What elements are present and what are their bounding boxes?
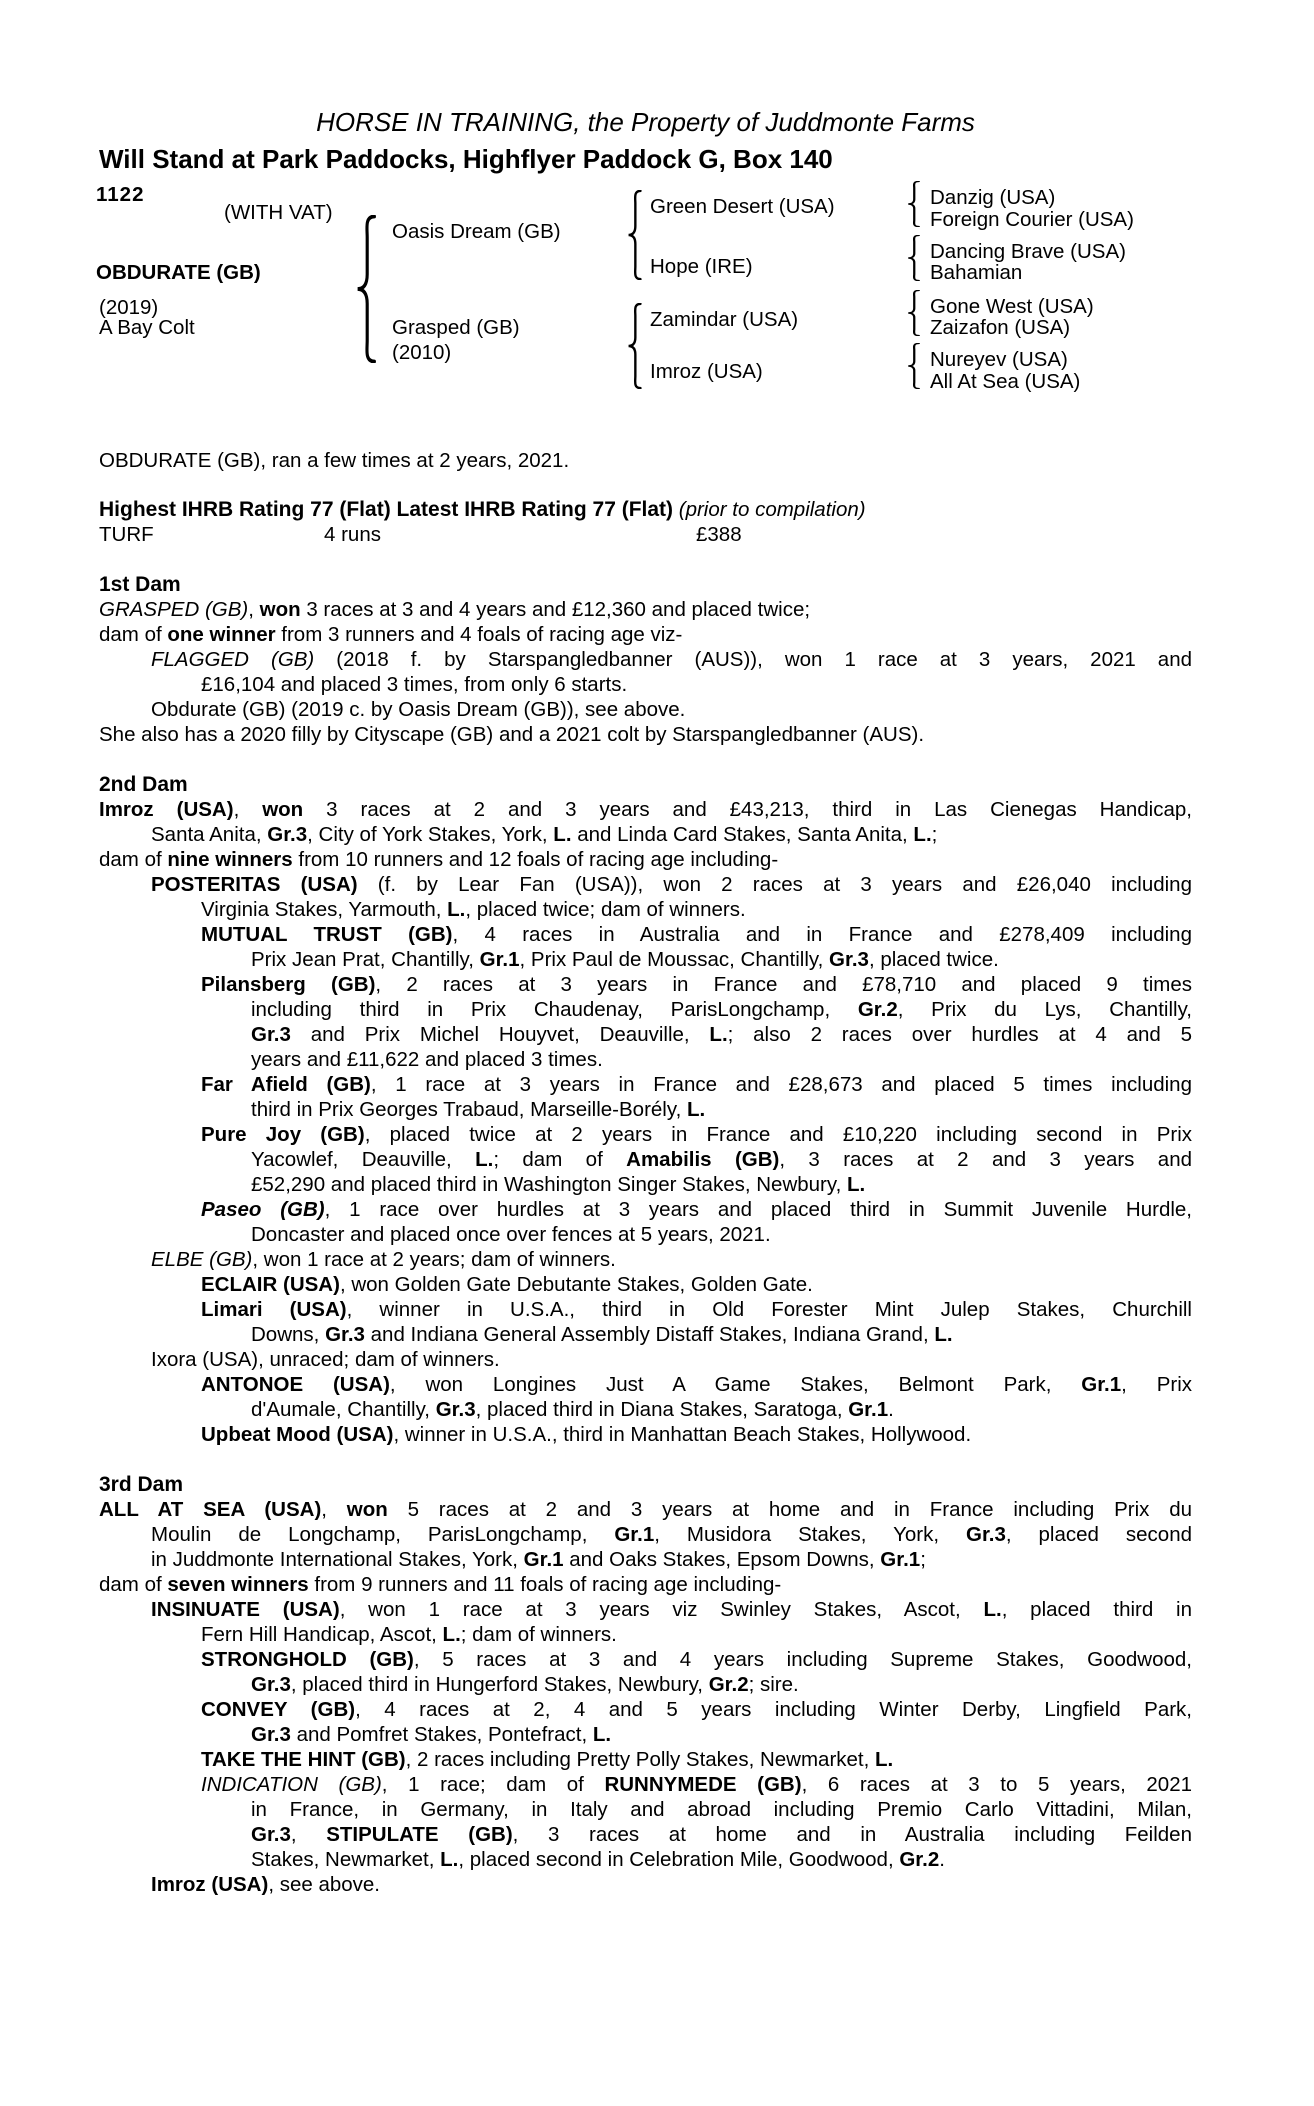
rating-runs: 4 runs [324, 523, 381, 546]
catalog-line: Santa Anita, Gr.3, City of York Stakes, York, L. and Linda Card Stakes, Santa Anita, L.; [151, 823, 938, 846]
rating-surface: TURF [99, 523, 154, 546]
pedigree-gg-danzig: Danzig (USA) [930, 186, 1056, 209]
pedigree-brace-gen1 [354, 215, 378, 363]
catalog-line: Ixora (USA), unraced; dam of winners. [151, 1348, 500, 1371]
rating-headline-bold: Highest IHRB Rating 77 (Flat) Latest IHRB Rating 77 (Flat) [99, 498, 674, 521]
pedigree-brace-gg2 [906, 235, 921, 281]
pedigree-brace-sire [626, 190, 643, 280]
catalog-line: in Juddmonte International Stakes, York, Gr.1 and Oaks Stakes, Epsom Downs, Gr.1; [151, 1548, 926, 1571]
catalog-line: Imroz (USA), won 3 races at 2 and 3 years and £43,213, third in Las Cienegas Handicap, [99, 798, 1192, 821]
catalog-line: Gr.3 and Pomfret Stakes, Pontefract, L. [251, 1723, 612, 1746]
horse-description: A Bay Colt [99, 316, 195, 339]
catalog-line: POSTERITAS (USA) (f. by Lear Fan (USA)), won 2 races at 3 years and £26,040 including [151, 873, 1192, 896]
catalog-line: INSINUATE (USA), won 1 race at 3 years viz Swinley Stakes, Ascot, L., placed third in [151, 1598, 1192, 1621]
catalog-line: GRASPED (GB), won 3 races at 3 and 4 years and £12,360 and placed twice; [99, 598, 811, 621]
pedigree-dam-year: (2010) [392, 341, 452, 364]
pedigree-gg-gone-west: Gone West (USA) [930, 295, 1094, 318]
pedigree-table [0, 180, 1314, 440]
catalog-line: TAKE THE HINT (GB), 2 races including Pretty Polly Stakes, Newmarket, L. [201, 1748, 894, 1771]
dam-section [0, 772, 1314, 1447]
pedigree-brace-gg1 [906, 181, 921, 227]
pedigree-brace-gg3 [906, 290, 921, 336]
pedigree-brace-dam [626, 303, 643, 389]
pedigree-brace-gg4 [906, 343, 921, 389]
rating-headline-italic: (prior to compilation) [678, 498, 866, 521]
catalog-line: Downs, Gr.3 and Indiana General Assembly Distaff Stakes, Indiana Grand, L. [251, 1323, 953, 1346]
lot-number: 1122 [96, 183, 145, 206]
catalog-line: ECLAIR (USA), won Golden Gate Debutante Stakes, Golden Gate. [201, 1273, 813, 1296]
catalog-line: Far Afield (GB), 1 race at 3 years in France and £28,673 and placed 5 times including [201, 1073, 1192, 1096]
catalog-line: ELBE (GB), won 1 race at 2 years; dam of winners. [151, 1248, 616, 1271]
catalog-line: third in Prix Georges Trabaud, Marseille-Borély, L. [251, 1098, 706, 1121]
catalog-line: INDICATION (GB), 1 race; dam of RUNNYMEDE (GB), 6 races at 3 to 5 years, 2021 [201, 1773, 1192, 1796]
pedigree-dam: Grasped (GB) [392, 316, 520, 339]
catalog-line: in France, in Germany, in Italy and abroad including Premio Carlo Vittadini, Milan, [251, 1798, 1192, 1821]
race-record-line: OBDURATE (GB), ran a few times at 2 years, 2021. [99, 449, 570, 472]
catalog-line: ANTONOE (USA), won Longines Just A Game Stakes, Belmont Park, Gr.1, Prix [201, 1373, 1192, 1396]
catalog-line: ALL AT SEA (USA), won 5 races at 2 and 3 years at home and in France including Prix du [99, 1498, 1193, 1521]
rating-headline [99, 497, 1192, 522]
catalog-line: MUTUAL TRUST (GB), 4 races in Australia and in France and £278,409 including [201, 923, 1192, 946]
catalog-line: Imroz (USA), see above. [151, 1873, 381, 1896]
catalog-line: Stakes, Newmarket, L., placed second in Celebration Mile, Goodwood, Gr.2. [251, 1848, 945, 1871]
catalog-line: £52,290 and placed third in Washington Singer Stakes, Newbury, L. [251, 1173, 866, 1196]
catalog-line: STRONGHOLD (GB), 5 races at 3 and 4 years including Supreme Stakes, Goodwood, [201, 1648, 1192, 1671]
pedigree-gg-nureyev: Nureyev (USA) [930, 348, 1068, 371]
catalogue-page [0, 106, 1314, 2106]
pedigree-gg-bahamian: Bahamian [930, 261, 1023, 284]
dam-heading: 3rd Dam [99, 1473, 184, 1496]
rating-earnings: £388 [696, 523, 742, 546]
catalog-line: Yacowlef, Deauville, L.; dam of Amabilis (GB), 3 races at 2 and 3 years and [251, 1148, 1192, 1171]
dam-sections [0, 572, 1314, 1897]
catalog-line: Doncaster and placed once over fences at 5 years, 2021. [251, 1223, 771, 1246]
catalog-line: including third in Prix Chaudenay, ParisLongchamp, Gr.2, Prix du Lys, Chantilly, [251, 998, 1192, 1021]
pedigree-gg-dancing-brave: Dancing Brave (USA) [930, 240, 1126, 263]
horse-name: OBDURATE (GB) [96, 261, 261, 284]
rating-detail-row [99, 522, 1192, 547]
catalog-line: Gr.3 and Prix Michel Houyvet, Deauville, L.; also 2 races over hurdles at 4 and 5 [251, 1023, 1192, 1046]
rating-block [99, 497, 1192, 547]
pedigree-dam-dam: Imroz (USA) [650, 360, 763, 383]
catalog-line: Pure Joy (GB), placed twice at 2 years in France and £10,220 including second in Prix [201, 1123, 1193, 1146]
pedigree-sire-sire: Green Desert (USA) [650, 195, 835, 218]
catalog-line: dam of seven winners from 9 runners and 11 foals of racing age including- [99, 1573, 782, 1596]
pedigree-gg-zaizafon: Zaizafon (USA) [930, 316, 1071, 339]
pedigree-gg-all-at-sea: All At Sea (USA) [930, 370, 1081, 393]
catalog-line: Gr.3, placed third in Hungerford Stakes, Newbury, Gr.2; sire. [251, 1673, 799, 1696]
catalog-line: Fern Hill Handicap, Ascot, L.; dam of winners. [201, 1623, 617, 1646]
dam-section [0, 572, 1314, 747]
pedigree-gg-foreign-courier: Foreign Courier (USA) [930, 208, 1134, 231]
catalog-line: FLAGGED (GB) (2018 f. by Starspangledbanner (AUS)), won 1 race at 3 years, 2021 and [151, 648, 1193, 671]
catalog-line: Gr.3, STIPULATE (GB), 3 races at home and in Australia including Feilden [251, 1823, 1192, 1846]
catalog-line: Paseo (GB), 1 race over hurdles at 3 years and placed third in Summit Juvenile Hurdle, [201, 1198, 1192, 1221]
stand-location-line: Will Stand at Park Paddocks, Highflyer Paddock G, Box 140 [99, 144, 833, 174]
catalog-line: She also has a 2020 filly by Cityscape (GB) and a 2021 colt by Starspangledbanner (AUS). [99, 723, 925, 746]
vat-note: (WITH VAT) [224, 201, 333, 224]
catalog-line: Obdurate (GB) (2019 c. by Oasis Dream (GB)), see above. [151, 698, 686, 721]
catalog-line: dam of one winner from 3 runners and 4 foals of racing age viz- [99, 623, 683, 646]
catalog-line: d'Aumale, Chantilly, Gr.3, placed third in Diana Stakes, Saratoga, Gr.1. [251, 1398, 894, 1421]
catalog-line: dam of nine winners from 10 runners and 12 foals of racing age including- [99, 848, 779, 871]
page-title: HORSE IN TRAINING, the Property of Juddmonte Farms [316, 107, 975, 137]
horse-foaled-year: (2019) [99, 296, 159, 319]
catalog-line: Virginia Stakes, Yarmouth, L., placed twice; dam of winners. [201, 898, 746, 921]
dam-section [0, 1472, 1314, 1897]
pedigree-dam-sire: Zamindar (USA) [650, 308, 799, 331]
catalog-line: Upbeat Mood (USA), winner in U.S.A., third in Manhattan Beach Stakes, Hollywood. [201, 1423, 972, 1446]
pedigree-sire: Oasis Dream (GB) [392, 220, 561, 243]
catalog-line: Limari (USA), winner in U.S.A., third in Old Forester Mint Julep Stakes, Churchill [201, 1298, 1192, 1321]
catalog-line: Moulin de Longchamp, ParisLongchamp, Gr.1, Musidora Stakes, York, Gr.3, placed second [151, 1523, 1192, 1546]
catalog-line: years and £11,622 and placed 3 times. [251, 1048, 603, 1071]
dam-heading: 1st Dam [99, 573, 181, 596]
catalog-line: Pilansberg (GB), 2 races at 3 years in France and £78,710 and placed 9 times [201, 973, 1192, 996]
catalog-line: CONVEY (GB), 4 races at 2, 4 and 5 years including Winter Derby, Lingfield Park, [201, 1698, 1193, 1721]
catalog-line: £16,104 and placed 3 times, from only 6 starts. [201, 673, 628, 696]
catalog-line: Prix Jean Prat, Chantilly, Gr.1, Prix Paul de Moussac, Chantilly, Gr.3, placed twice. [251, 948, 999, 971]
dam-heading: 2nd Dam [99, 773, 188, 796]
pedigree-sire-dam: Hope (IRE) [650, 255, 753, 278]
